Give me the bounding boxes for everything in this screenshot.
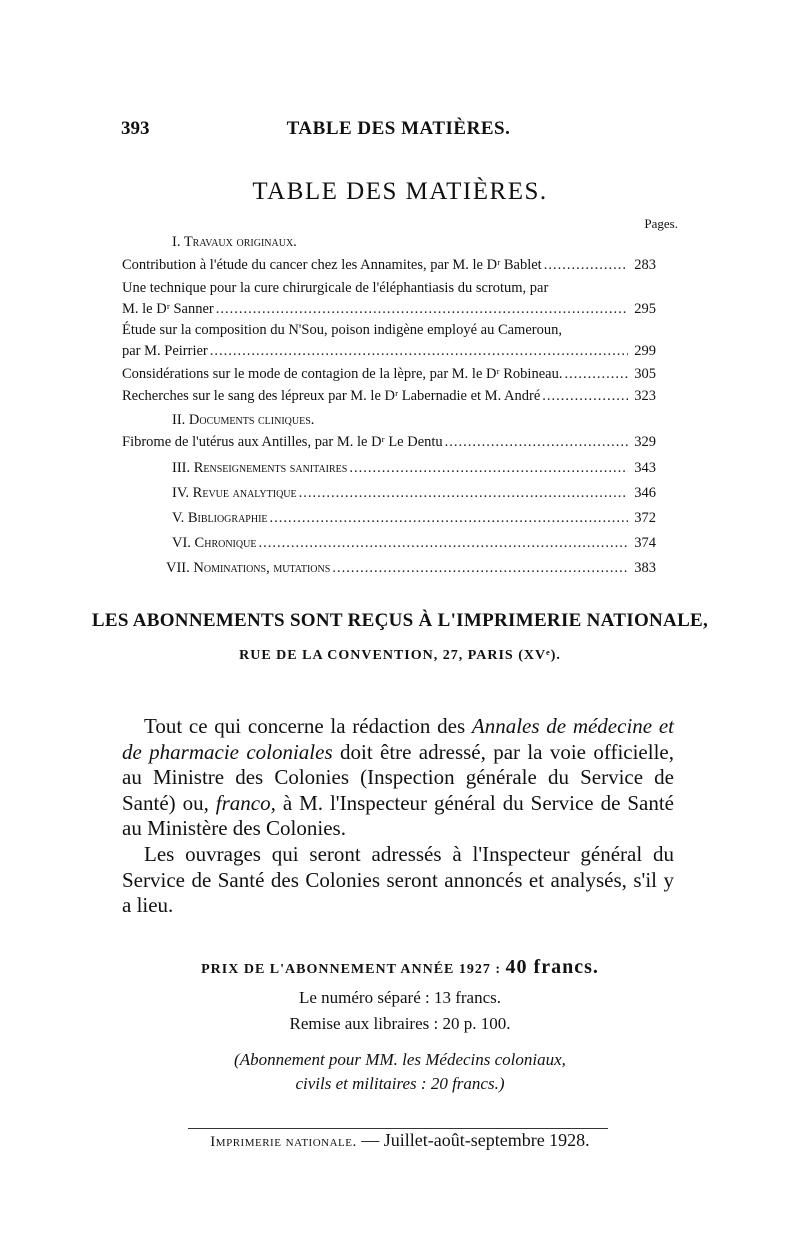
section-heading: I. Travaux originaux. bbox=[172, 234, 297, 250]
running-title: TABLE DES MATIÈRES. bbox=[286, 118, 511, 139]
notice-text: Tout ce qui concerne la rédaction des bbox=[144, 714, 466, 738]
subscription-note-line-2: civils et militaires : 20 francs.) bbox=[295, 1074, 505, 1093]
notice-text: doit être adressé, par la voie officielle, au Ministre des Colonies (Inspection générale du Service de Santé) ou, bbox=[122, 739, 674, 815]
toc-entry-page: 299 bbox=[634, 343, 656, 359]
leader-dots bbox=[299, 485, 628, 502]
toc-entry bbox=[122, 434, 656, 451]
publication-date: Juillet-août-septembre 1928. bbox=[383, 1130, 590, 1150]
toc-entry-page: 283 bbox=[634, 257, 656, 273]
toc-section-page: 374 bbox=[634, 535, 656, 551]
price-label: PRIX DE L'ABONNEMENT ANNÉE 1927 : bbox=[201, 962, 502, 977]
toc-section-text: V. Bibliographie bbox=[172, 510, 268, 526]
notice-paragraph-2: Les ouvrages qui seront adressés à l'Inspecteur général du Service de Santé des Colonies seront annoncés et analysés, s'il y a lieu. bbox=[122, 841, 674, 918]
toc-entry-text: Considérations sur le mode de contagion de la lèpre, par M. le Dʳ Robineau. bbox=[122, 366, 563, 382]
toc-section-text: VI. Chronique bbox=[172, 535, 257, 551]
subscriptions-address: RUE DE LA CONVENTION, 27, PARIS (XVᵉ). bbox=[239, 648, 561, 663]
editorial-notice bbox=[122, 714, 674, 919]
printer-name: Imprimerie nationale. bbox=[210, 1134, 357, 1150]
toc-entry-page: 329 bbox=[634, 434, 656, 450]
leader-dots bbox=[270, 510, 628, 527]
leader-dots bbox=[564, 366, 628, 383]
toc-entry bbox=[122, 388, 656, 405]
toc-entry bbox=[122, 343, 656, 360]
toc-section bbox=[166, 560, 656, 577]
pages-label: Pages. bbox=[644, 216, 678, 231]
toc-section-page: 346 bbox=[634, 485, 656, 501]
leader-dots bbox=[542, 388, 628, 405]
footer-rule bbox=[188, 1128, 608, 1129]
franco-word: franco, bbox=[215, 790, 276, 815]
toc-section-page: 383 bbox=[634, 560, 656, 576]
toc-entry-page: 323 bbox=[634, 388, 656, 404]
toc-entry-text: M. le Dʳ Sanner bbox=[122, 301, 214, 317]
subscriptions-heading: LES ABONNEMENTS SONT REÇUS À L'IMPRIMERIE NATIONALE, bbox=[91, 610, 709, 631]
toc-entry-line: Étude sur la composition du N'Sou, poison indigène employé au Cameroun, bbox=[122, 322, 562, 338]
toc-entry-text: Recherches sur le sang des lépreux par M. le Dʳ Labernadie et M. André bbox=[122, 388, 541, 404]
bookseller-discount: Remise aux libraires : 20 p. 100. bbox=[289, 1014, 511, 1033]
toc-entry bbox=[122, 257, 656, 274]
page-number: 393 bbox=[121, 118, 150, 139]
imprint-footer bbox=[0, 1130, 800, 1151]
section-heading: II. Documents cliniques. bbox=[172, 412, 315, 428]
leader-dots bbox=[216, 301, 628, 318]
leader-dots bbox=[332, 560, 628, 577]
toc-section-text: IV. Revue analytique bbox=[172, 485, 297, 501]
toc-entry-text: Fibrome de l'utérus aux Antilles, par M. le Dʳ Le Dentu bbox=[122, 434, 443, 450]
toc-section bbox=[172, 485, 656, 502]
notice-text: à M. l'Inspecteur général du Service de Santé au Ministère des Colonies. bbox=[122, 790, 674, 841]
toc-entry-line: Une technique pour la cure chirurgicale de l'éléphantiasis du scrotum, par bbox=[122, 280, 549, 296]
subscription-note-line-1: (Abonnement pour MM. les Médecins coloniaux, bbox=[234, 1050, 566, 1069]
toc-entry-page: 295 bbox=[634, 301, 656, 317]
journal-title: Annales de médecine et de pharmacie coloniales bbox=[122, 714, 674, 764]
subscription-price bbox=[0, 956, 800, 979]
notice-paragraph-1 bbox=[122, 714, 674, 842]
toc-entry bbox=[122, 366, 656, 383]
toc-title: TABLE DES MATIÈRES. bbox=[252, 178, 548, 205]
toc-entry-text: par M. Peirrier bbox=[122, 343, 208, 359]
leader-dots bbox=[258, 535, 628, 552]
leader-dots bbox=[544, 257, 628, 274]
footer-dash: — bbox=[356, 1130, 384, 1150]
single-issue-price: Le numéro séparé : 13 francs. bbox=[298, 988, 502, 1007]
toc-section-text: III. Renseignements sanitaires bbox=[172, 460, 348, 476]
leader-dots bbox=[210, 343, 628, 360]
toc-section-text: VII. Nominations, mutations bbox=[166, 560, 331, 576]
toc-section-page: 372 bbox=[634, 510, 656, 526]
toc-section bbox=[172, 510, 656, 527]
toc-entry bbox=[122, 301, 656, 318]
toc-section bbox=[172, 535, 656, 552]
running-head bbox=[121, 118, 676, 146]
price-amount: 40 francs. bbox=[505, 956, 599, 978]
toc-entry-page: 305 bbox=[634, 366, 656, 382]
leader-dots bbox=[445, 434, 628, 451]
leader-dots bbox=[349, 460, 628, 477]
toc-section bbox=[172, 460, 656, 477]
toc-section-page: 343 bbox=[634, 460, 656, 476]
toc-entry-text: Contribution à l'étude du cancer chez les Annamites, par M. le Dʳ Bablet bbox=[122, 257, 542, 273]
